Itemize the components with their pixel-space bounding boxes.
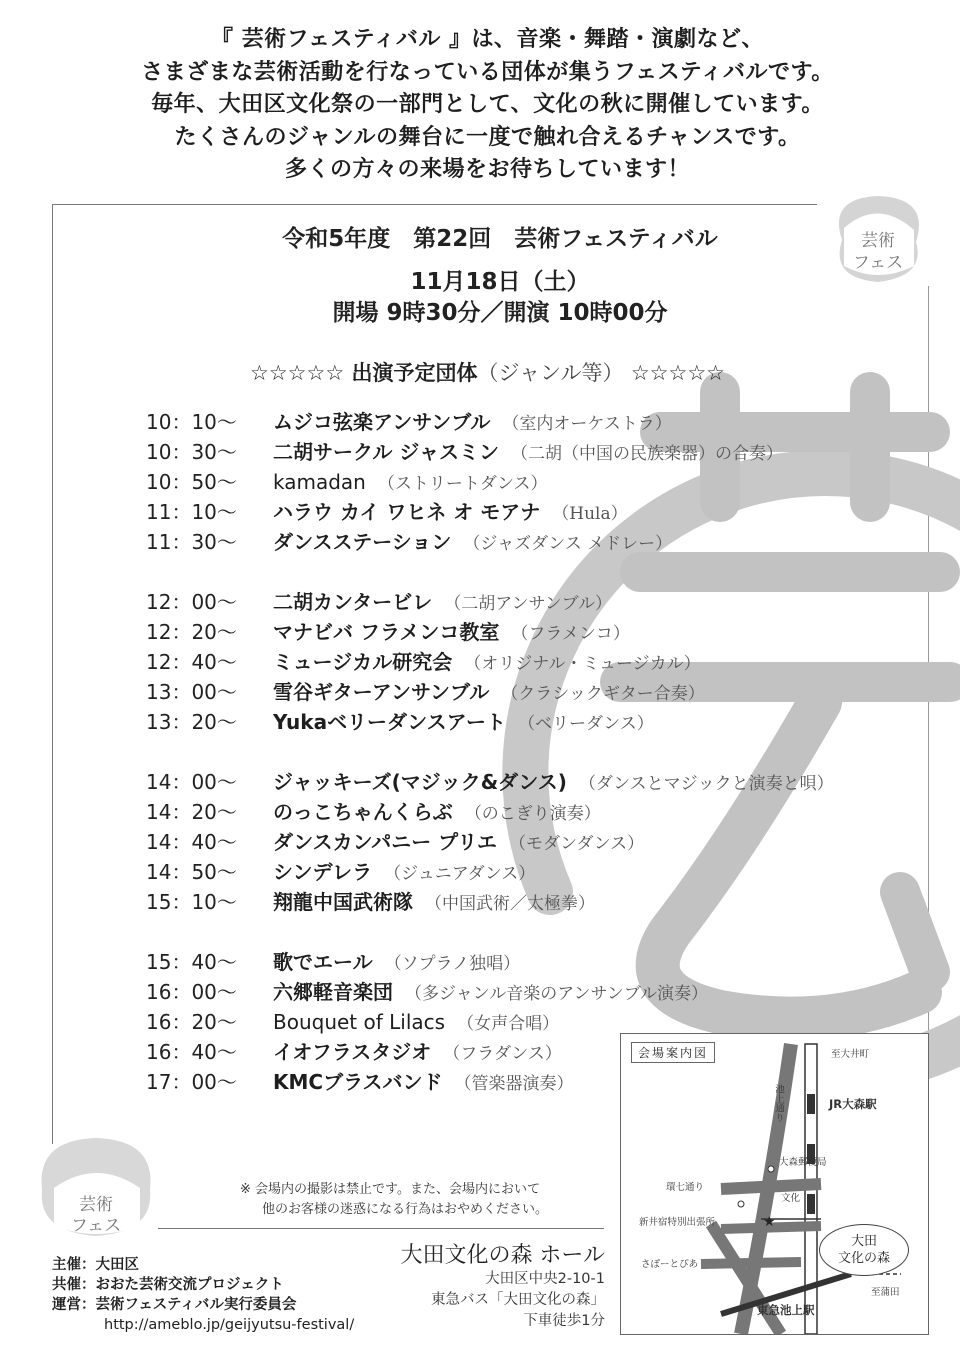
schedule-group: 二胡カンタービレ [273,590,433,614]
schedule-time: 16：40～ [146,1040,237,1064]
schedule-time: 14：40～ [146,830,237,854]
lineup-heading-genre: （ジャンル等） [477,361,624,385]
schedule-group: KMCブラスバンド [273,1070,443,1094]
intro-line: 多くの方々の来場をお待ちしています！ [284,157,690,182]
schedule-group: kamadan [273,470,366,494]
logo-small-text-1: 芸術 [79,1195,113,1215]
schedule-gap [146,557,906,587]
schedule-group: ミュージカル研究会 [273,650,453,674]
schedule-row [146,827,906,857]
intro-line: たくさんのジャンルの舞台に一度で触れ合えるチャンスです。 [174,124,801,150]
map-venue-line2: 文化の森 [837,1251,890,1266]
schedule-group: 雪谷ギターアンサンブル [273,680,490,704]
schedule-group: シンデレラ [273,860,373,884]
schedule-row [146,467,906,497]
notice-line: 他のお客様の迷惑になる行為はおやめください。 [262,1202,549,1217]
schedule-time: 10：30～ [146,440,237,464]
schedule-row [146,857,906,887]
map-bunka: 文化 [781,1193,801,1204]
website-link[interactable]: http://ameblo.jp/geijyutsu-festival/ [104,1317,355,1333]
notice-line: ※ 会場内の撮影は禁止です。また、会場内において [240,1182,540,1197]
schedule-time: 13：00～ [146,680,237,704]
map-kannana: 環七通り [666,1182,705,1193]
organizer-host: 主催：大田区 [52,1257,139,1273]
map-post-office: 大森郵便局 [779,1157,827,1168]
venue-address: 大田区中央2-10-1 [485,1271,605,1287]
schedule-genre: （ジュニアダンス） [384,864,536,884]
schedule-gap [146,737,906,767]
logo-text-2: フェス [852,253,904,273]
schedule-row [146,587,906,617]
intro-line: 毎年、大田区文化祭の一部門として、文化の秋に開催しています。 [151,92,824,117]
schedule-group: 歌でエール [273,950,373,974]
venue-map [620,1033,929,1335]
schedule-time: 14：00～ [146,770,237,794]
map-to-oimachi: 至大井町 [831,1049,870,1060]
schedule-time: 11：10～ [146,500,237,524]
schedule-time: 13：20～ [146,710,237,734]
schedule-group: 翔龍中国武術隊 [273,890,413,914]
schedule-genre: （フラダンス） [443,1044,562,1064]
schedule-time: 15：10～ [146,890,237,914]
lineup-heading-label: ☆☆☆☆☆ 出演予定団体 [250,361,478,385]
intro-text [0,24,975,187]
schedule-group: ムジコ弦楽アンサンブル [273,410,491,434]
event-times: 開場 9時30分／開演 10時00分 [332,300,668,326]
schedule-genre: （室内オーケストラ） [502,414,672,434]
schedule-row [146,977,906,1007]
schedule-row [146,797,906,827]
frame-border-bottom [158,1228,604,1229]
schedule-genre: （モダンダンス） [508,834,645,854]
schedule-genre: （二胡（中国の民族楽器）の合奏） [510,444,783,464]
map-branch-office: 新井宿特別出張所 [639,1217,716,1228]
schedule-group: イオフラスタジオ [273,1040,432,1064]
schedule-row [146,647,906,677]
photo-notice [240,1180,620,1220]
schedule-time: 10：10～ [146,410,237,434]
event-title: 令和5年度 第22回 芸術フェスティバル [282,226,718,252]
venue-info [380,1238,605,1332]
event-date: 11月18日（土） [410,269,590,295]
schedule-genre: （フラメンコ） [511,624,630,644]
intro-line: さまざまな芸術活動を行なっている団体が集うフェスティバルです。 [141,59,834,85]
schedule-genre: （ベリーダンス） [518,714,654,734]
schedule-genre: （二胡アンサンブル） [444,594,612,614]
schedule-row [146,407,906,437]
schedule-time: 12：20～ [146,620,237,644]
schedule-group: ダンスカンパニー プリエ [273,830,497,854]
schedule-group: Yukaベリーダンスアート [273,710,507,734]
map-label: 会場案内図 [631,1042,715,1063]
schedule-genre: （ストリートダンス） [377,474,548,494]
map-to-kamata: 至蒲田 [871,1287,900,1298]
schedule-gap [146,917,906,947]
logo-text-1: 芸術 [861,231,895,251]
schedule-row [146,677,906,707]
schedule-group: マナビバ フラメンコ教室 [273,620,500,644]
organizer-operator: 運営：芸術フェスティバル実行委員会 [52,1297,297,1313]
venue-name: 大田文化の森 ホール [400,1243,605,1268]
schedule-time: 12：40～ [146,650,237,674]
schedule-genre: （ダンスとマジックと演奏と唄） [578,774,834,794]
schedule-group: ハラウ カイ ワヒネ オ モアナ [273,500,541,524]
schedule-time: 16：20～ [146,1010,237,1034]
schedule-row [146,767,906,797]
organizer-info [52,1255,354,1335]
map-venue-marker [819,1224,909,1276]
schedule-row [146,527,906,557]
schedule-group: Bouquet of Lilacs [273,1010,446,1034]
map-ikegami-station: 東急池上駅 [757,1303,815,1317]
organizer-cohost: 共催：おおた芸術交流プロジェクト [52,1277,284,1293]
schedule-row [146,437,906,467]
schedule-row [146,617,906,647]
schedule-row [146,947,906,977]
frame-border-top [52,204,817,205]
schedule-row [146,887,906,917]
schedule-time: 14：50～ [146,860,237,884]
schedule-time: 11：30～ [146,530,237,554]
frame-border-left [52,204,53,1144]
schedule-group: のっこちゃんくらぶ [273,800,453,824]
schedule-time: 12：00～ [146,590,237,614]
schedule-group: ダンスステーション [273,530,452,554]
festival-logo-small-icon [32,1130,160,1242]
schedule-genre: （ジャズダンス メドレー） [463,534,673,554]
logo-small-text-2: フェス [70,1216,122,1236]
schedule-genre: （管楽器演奏） [454,1074,574,1094]
intro-line: 『 芸術フェスティバル 』は、音楽・舞踏・演劇など、 [210,27,765,52]
lineup-heading-stars: ☆☆☆☆☆ [630,361,725,385]
schedule-genre: （多ジャンル音楽のアンサンブル演奏） [405,984,709,1004]
map-venue-line1: 大田 [850,1234,877,1249]
schedule-genre: （のこぎり演奏） [464,804,601,824]
schedule-list [146,407,906,1097]
map-jr-station: JR大森駅 [829,1097,877,1111]
schedule-time: 15：40～ [146,950,237,974]
venue-bus: 東急バス「大田文化の森」 [431,1292,605,1308]
schedule-genre: （Hula） [552,504,628,524]
schedule-genre: （オリジナル・ミュージカル） [464,654,701,674]
schedule-time: 16：00～ [146,980,237,1004]
svg-text:★: ★ [763,1214,776,1230]
venue-walk: 下車徒歩1分 [523,1313,605,1329]
schedule-genre: （女声合唱） [457,1014,560,1034]
lineup-heading [0,357,975,387]
schedule-row [146,707,906,737]
schedule-row [146,497,906,527]
schedule-genre: （ソプラノ独唱） [384,954,521,974]
schedule-time: 17：00～ [146,1070,237,1094]
map-sapporo: さぽーとぴあ [641,1259,699,1270]
schedule-group: 二胡サークル ジャスミン [273,440,499,464]
schedule-group: ジャッキーズ(マジック&ダンス) [273,770,567,794]
schedule-genre: （中国武術／太極拳） [425,894,595,914]
schedule-group: 六郷軽音楽団 [273,980,393,1004]
schedule-time: 14：20～ [146,800,237,824]
schedule-time: 10：50～ [146,470,237,494]
map-ikegami-dori: 池上通り [773,1084,784,1122]
schedule-genre: （クラシックギター合奏） [501,684,705,704]
